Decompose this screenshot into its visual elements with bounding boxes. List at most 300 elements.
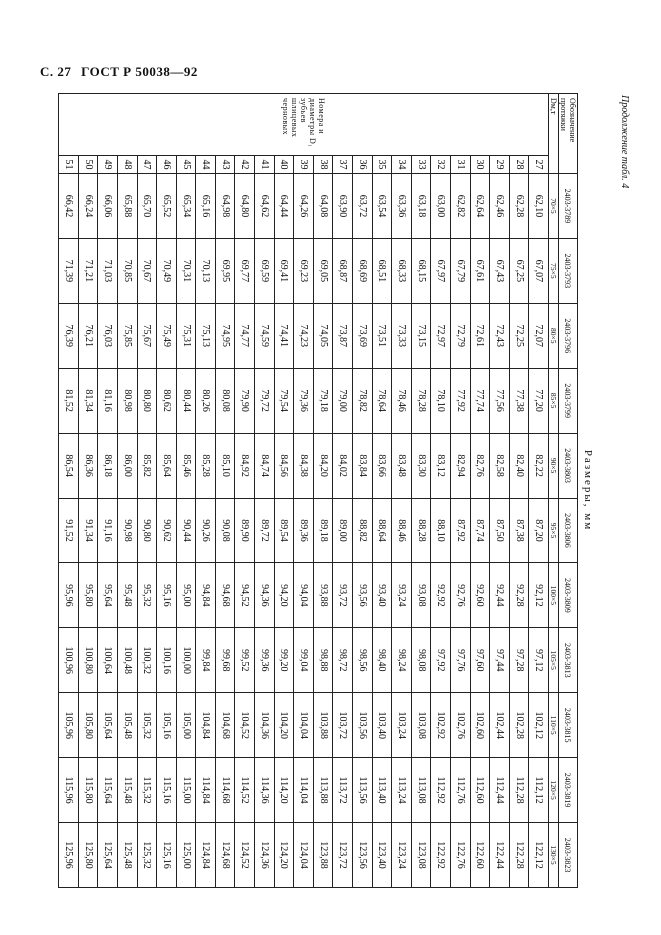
cell-value: 87,20: [529, 498, 549, 563]
cell-value: 62,28: [509, 174, 529, 239]
cell-value: 100,96: [59, 628, 79, 693]
cell-value: 99,52: [235, 628, 255, 693]
cell-value: 78,28: [411, 368, 431, 433]
cell-value: 124,68: [215, 823, 235, 888]
cell-value: 115,96: [59, 758, 79, 823]
cell-value: 74,77: [235, 303, 255, 368]
tool-code-2: 2403-3796: [559, 303, 578, 368]
tooth-number: 28: [509, 156, 529, 174]
cell-value: 122,12: [529, 823, 549, 888]
cell-value: 84,38: [294, 433, 314, 498]
cell-value: 105,16: [157, 693, 177, 758]
cell-value: 73,87: [333, 303, 353, 368]
tool-size-4: 90×5: [549, 433, 559, 498]
tooth-number: 31: [451, 156, 471, 174]
cell-value: 124,20: [274, 823, 294, 888]
tool-code-4: 2403-3803: [559, 433, 578, 498]
cell-value: 84,56: [274, 433, 294, 498]
cell-value: 84,02: [333, 433, 353, 498]
cell-value: 77,74: [470, 368, 490, 433]
cell-value: 83,48: [392, 433, 412, 498]
cell-value: 89,36: [294, 498, 314, 563]
cell-value: 70,49: [157, 238, 177, 303]
cell-value: 68,87: [333, 238, 353, 303]
cell-value: 89,00: [333, 498, 353, 563]
tooth-number: 42: [235, 156, 255, 174]
cell-value: 93,40: [372, 563, 392, 628]
cell-value: 74,41: [274, 303, 294, 368]
cell-value: 86,36: [78, 433, 98, 498]
cell-value: 123,72: [333, 823, 353, 888]
tooth-number: 36: [353, 156, 373, 174]
table-row: [215, 94, 235, 888]
cell-value: 76,03: [98, 303, 118, 368]
cell-value: 123,88: [313, 823, 333, 888]
tooth-number: 45: [176, 156, 196, 174]
tooth-number: 51: [59, 156, 79, 174]
cell-value: 70,67: [137, 238, 157, 303]
cell-value: 104,36: [255, 693, 275, 758]
cell-value: 62,46: [490, 174, 510, 239]
cell-value: 102,12: [529, 693, 549, 758]
cell-value: 104,68: [215, 693, 235, 758]
cell-value: 98,72: [333, 628, 353, 693]
cell-value: 62,10: [529, 174, 549, 239]
table-row: [78, 94, 98, 888]
cell-value: 93,24: [392, 563, 412, 628]
table-row: [137, 94, 157, 888]
tool-code-3: 2403-3799: [559, 368, 578, 433]
cell-value: 67,61: [470, 238, 490, 303]
cell-value: 72,25: [509, 303, 529, 368]
cell-value: 114,52: [235, 758, 255, 823]
cell-value: 98,40: [372, 628, 392, 693]
cell-value: 125,48: [117, 823, 137, 888]
cell-value: 84,20: [313, 433, 333, 498]
cell-value: 69,77: [235, 238, 255, 303]
cell-value: 122,44: [490, 823, 510, 888]
cell-value: 122,76: [451, 823, 471, 888]
tooth-number: 41: [255, 156, 275, 174]
cell-value: 72,97: [431, 303, 451, 368]
tool-code-10: 2403-3823: [559, 823, 578, 888]
tool-size-5: 95×5: [549, 498, 559, 563]
cell-value: 112,60: [470, 758, 490, 823]
tooth-number: 44: [196, 156, 216, 174]
cell-value: 62,64: [470, 174, 490, 239]
cell-value: 87,92: [451, 498, 471, 563]
cell-value: 90,98: [117, 498, 137, 563]
cell-value: 88,46: [392, 498, 412, 563]
cell-value: 114,36: [255, 758, 275, 823]
cell-value: 68,15: [411, 238, 431, 303]
cell-value: 93,56: [353, 563, 373, 628]
label-chernovye: черновых: [281, 98, 290, 136]
cell-value: 82,58: [490, 433, 510, 498]
cell-value: 92,44: [490, 563, 510, 628]
table-row: [117, 94, 137, 888]
cell-value: 65,16: [196, 174, 216, 239]
tooth-number: 47: [137, 156, 157, 174]
cell-value: 78,82: [353, 368, 373, 433]
tooth-number: 34: [392, 156, 412, 174]
cell-value: 67,79: [451, 238, 471, 303]
cell-value: 72,61: [470, 303, 490, 368]
cell-value: 85,46: [176, 433, 196, 498]
cell-value: 95,32: [137, 563, 157, 628]
cell-value: 64,44: [274, 174, 294, 239]
cell-value: 84,92: [235, 433, 255, 498]
cell-value: 68,33: [392, 238, 412, 303]
cell-value: 95,64: [98, 563, 118, 628]
cell-value: 79,72: [255, 368, 275, 433]
cell-value: 81,52: [59, 368, 79, 433]
cell-value: 63,90: [333, 174, 353, 239]
cell-value: 124,04: [294, 823, 314, 888]
cell-value: 65,70: [137, 174, 157, 239]
cell-value: 99,36: [255, 628, 275, 693]
row-group-label: [59, 94, 549, 156]
cell-value: 113,56: [353, 758, 373, 823]
cell-value: 105,00: [176, 693, 196, 758]
cell-value: 90,80: [137, 498, 157, 563]
cell-value: 99,84: [196, 628, 216, 693]
cell-value: 95,96: [59, 563, 79, 628]
cell-value: 73,15: [411, 303, 431, 368]
cell-value: 102,76: [451, 693, 471, 758]
cell-value: 93,08: [411, 563, 431, 628]
cell-value: 105,48: [117, 693, 137, 758]
cell-value: 97,76: [451, 628, 471, 693]
cell-value: 64,08: [313, 174, 333, 239]
cell-value: 63,54: [372, 174, 392, 239]
cell-value: 89,90: [235, 498, 255, 563]
cell-value: 74,23: [294, 303, 314, 368]
cell-value: 100,64: [98, 628, 118, 693]
cell-value: 124,52: [235, 823, 255, 888]
cell-value: 92,12: [529, 563, 549, 628]
cell-value: 78,64: [372, 368, 392, 433]
cell-value: 105,80: [78, 693, 98, 758]
cell-value: 98,88: [313, 628, 333, 693]
cell-value: 69,23: [294, 238, 314, 303]
cell-value: 91,16: [98, 498, 118, 563]
cell-value: 94,36: [255, 563, 275, 628]
cell-value: 100,00: [176, 628, 196, 693]
cell-value: 113,72: [333, 758, 353, 823]
cell-value: 63,18: [411, 174, 431, 239]
tooth-number: 40: [274, 156, 294, 174]
cell-value: 81,34: [78, 368, 98, 433]
cell-value: 113,08: [411, 758, 431, 823]
cell-value: 89,54: [274, 498, 294, 563]
cell-value: 112,28: [509, 758, 529, 823]
cell-value: 124,84: [196, 823, 216, 888]
cell-value: 75,31: [176, 303, 196, 368]
tooth-number: 49: [98, 156, 118, 174]
cell-value: 66,42: [59, 174, 79, 239]
cell-value: 112,76: [451, 758, 471, 823]
tool-code-6: 2403-3809: [559, 563, 578, 628]
cell-value: 125,32: [137, 823, 157, 888]
cell-value: 102,44: [490, 693, 510, 758]
tool-size-10: 130×5: [549, 823, 559, 888]
page-header: [40, 64, 204, 80]
rotated-table-wrapper: [58, 93, 594, 888]
tooth-number: 33: [411, 156, 431, 174]
table-row: [157, 94, 177, 888]
cell-value: 114,68: [215, 758, 235, 823]
cell-value: 89,18: [313, 498, 333, 563]
tool-code-9: 2403-3819: [559, 758, 578, 823]
cell-value: 103,88: [313, 693, 333, 758]
cell-value: 115,00: [176, 758, 196, 823]
table-row: [313, 94, 333, 888]
table-row: [59, 94, 79, 888]
table-row: [353, 94, 373, 888]
cell-value: 71,39: [59, 238, 79, 303]
cell-value: 75,85: [117, 303, 137, 368]
cell-value: 123,40: [372, 823, 392, 888]
table-row: [529, 94, 549, 888]
cell-value: 63,36: [392, 174, 412, 239]
cell-value: 72,07: [529, 303, 549, 368]
cell-value: 99,20: [274, 628, 294, 693]
cell-value: 65,88: [117, 174, 137, 239]
cell-value: 83,84: [353, 433, 373, 498]
cell-value: 112,92: [431, 758, 451, 823]
tooth-number: 37: [333, 156, 353, 174]
cell-value: 98,08: [411, 628, 431, 693]
table-row: [294, 94, 314, 888]
cell-value: 62,82: [451, 174, 471, 239]
cell-value: 102,28: [509, 693, 529, 758]
cell-value: 85,82: [137, 433, 157, 498]
cell-value: 115,32: [137, 758, 157, 823]
cell-value: 103,40: [372, 693, 392, 758]
cell-value: 97,60: [470, 628, 490, 693]
cell-value: 105,64: [98, 693, 118, 758]
cell-value: 88,82: [353, 498, 373, 563]
cell-value: 97,44: [490, 628, 510, 693]
table-row: [411, 94, 431, 888]
cell-value: 93,72: [333, 563, 353, 628]
cell-value: 123,08: [411, 823, 431, 888]
cell-value: 93,88: [313, 563, 333, 628]
cell-value: 86,00: [117, 433, 137, 498]
table-row: [451, 94, 471, 888]
cell-value: 87,38: [509, 498, 529, 563]
cell-value: 72,79: [451, 303, 471, 368]
cell-value: 125,00: [176, 823, 196, 888]
cell-value: 95,80: [78, 563, 98, 628]
table-row: [333, 94, 353, 888]
cell-value: 124,36: [255, 823, 275, 888]
cell-value: 103,24: [392, 693, 412, 758]
cell-value: 94,52: [235, 563, 255, 628]
cell-value: 105,32: [137, 693, 157, 758]
cell-value: 97,12: [529, 628, 549, 693]
cell-value: 94,68: [215, 563, 235, 628]
cell-value: 98,24: [392, 628, 412, 693]
cell-value: 88,28: [411, 498, 431, 563]
header-row-codes: [559, 94, 578, 888]
cell-value: 87,50: [490, 498, 510, 563]
cell-value: 85,10: [215, 433, 235, 498]
tool-code-8: 2403-3815: [559, 693, 578, 758]
cell-value: 76,21: [78, 303, 98, 368]
cell-value: 78,46: [392, 368, 412, 433]
tool-code-5: 2403-3806: [559, 498, 578, 563]
cell-value: 99,04: [294, 628, 314, 693]
cell-value: 67,07: [529, 238, 549, 303]
table-row: [372, 94, 392, 888]
cell-value: 125,96: [59, 823, 79, 888]
cell-value: 80,62: [157, 368, 177, 433]
header-row-sizes: [549, 94, 559, 888]
caption-text: Продолжение табл. 4: [619, 95, 630, 189]
cell-value: 71,21: [78, 238, 98, 303]
cell-value: 79,90: [235, 368, 255, 433]
cell-value: 74,95: [215, 303, 235, 368]
tool-size-6: 100×5: [549, 563, 559, 628]
cell-value: 112,12: [529, 758, 549, 823]
cell-value: 75,49: [157, 303, 177, 368]
cell-value: 82,94: [451, 433, 471, 498]
cell-value: 83,12: [431, 433, 451, 498]
cell-value: 113,24: [392, 758, 412, 823]
cell-value: 78,10: [431, 368, 451, 433]
cell-value: 85,28: [196, 433, 216, 498]
cell-value: 81,16: [98, 368, 118, 433]
cell-value: 71,03: [98, 238, 118, 303]
cell-value: 104,04: [294, 693, 314, 758]
table-row: [98, 94, 118, 888]
cell-value: 104,20: [274, 693, 294, 758]
dimensions-table: [58, 93, 578, 888]
tooth-number: 27: [529, 156, 549, 174]
table-row: [470, 94, 490, 888]
cell-value: 65,34: [176, 174, 196, 239]
cell-value: 77,38: [509, 368, 529, 433]
cell-value: 97,28: [509, 628, 529, 693]
cell-value: 74,05: [313, 303, 333, 368]
cell-value: 77,20: [529, 368, 549, 433]
cell-value: 97,92: [431, 628, 451, 693]
cell-value: 125,64: [98, 823, 118, 888]
cell-value: 105,96: [59, 693, 79, 758]
table-row: [392, 94, 412, 888]
tool-size-2: 80×5: [549, 303, 559, 368]
cell-value: 67,25: [509, 238, 529, 303]
tooth-number: 38: [313, 156, 333, 174]
table-row: [235, 94, 255, 888]
cell-value: 74,59: [255, 303, 275, 368]
cell-value: 92,28: [509, 563, 529, 628]
tool-code-7: 2403-3813: [559, 628, 578, 693]
cell-value: 122,92: [431, 823, 451, 888]
cell-value: 104,84: [196, 693, 216, 758]
tooth-number: 35: [372, 156, 392, 174]
cell-value: 80,44: [176, 368, 196, 433]
cell-value: 73,69: [353, 303, 373, 368]
cell-value: 90,62: [157, 498, 177, 563]
cell-value: 100,80: [78, 628, 98, 693]
cell-value: 115,64: [98, 758, 118, 823]
cell-value: 63,00: [431, 174, 451, 239]
cell-value: 83,30: [411, 433, 431, 498]
cell-value: 104,52: [235, 693, 255, 758]
tooth-number: 48: [117, 156, 137, 174]
cell-value: 80,08: [215, 368, 235, 433]
tool-size-8: 110×5: [549, 693, 559, 758]
cell-value: 66,24: [78, 174, 98, 239]
cell-value: 90,08: [215, 498, 235, 563]
cell-value: 69,59: [255, 238, 275, 303]
cell-value: 125,16: [157, 823, 177, 888]
cell-value: 89,72: [255, 498, 275, 563]
cell-value: 90,26: [196, 498, 216, 563]
cell-value: 98,56: [353, 628, 373, 693]
cell-value: 100,16: [157, 628, 177, 693]
table-row: [509, 94, 529, 888]
cell-value: 67,97: [431, 238, 451, 303]
cell-value: 82,40: [509, 433, 529, 498]
cell-value: 90,44: [176, 498, 196, 563]
cell-value: 115,16: [157, 758, 177, 823]
cell-value: 94,84: [196, 563, 216, 628]
cell-value: 82,76: [470, 433, 490, 498]
cell-value: 113,40: [372, 758, 392, 823]
standard-code: ГОСТ Р 50038—92: [81, 64, 198, 79]
cell-value: 102,92: [431, 693, 451, 758]
label-group: Номера и диаметры D₁ зубьев: [299, 98, 326, 148]
cell-value: 94,04: [294, 563, 314, 628]
cell-value: 112,44: [490, 758, 510, 823]
cell-value: 123,24: [392, 823, 412, 888]
cell-value: 103,72: [333, 693, 353, 758]
tooth-number: 30: [470, 156, 490, 174]
cell-value: 115,48: [117, 758, 137, 823]
cell-value: 69,41: [274, 238, 294, 303]
cell-value: 86,18: [98, 433, 118, 498]
tool-code-1: 2403-3793: [559, 238, 578, 303]
cell-value: 84,74: [255, 433, 275, 498]
cell-value: 64,80: [235, 174, 255, 239]
cell-value: 91,52: [59, 498, 79, 563]
cell-value: 80,98: [117, 368, 137, 433]
cell-value: 113,88: [313, 758, 333, 823]
cell-value: 69,95: [215, 238, 235, 303]
cell-value: 64,62: [255, 174, 275, 239]
table-row: [255, 94, 275, 888]
cell-value: 70,85: [117, 238, 137, 303]
table-row: [274, 94, 294, 888]
cell-value: 79,18: [313, 368, 333, 433]
cell-value: 99,68: [215, 628, 235, 693]
cell-value: 94,20: [274, 563, 294, 628]
table-row: [431, 94, 451, 888]
cell-value: 102,60: [470, 693, 490, 758]
cell-value: 95,16: [157, 563, 177, 628]
cell-value: 95,48: [117, 563, 137, 628]
cell-value: 79,00: [333, 368, 353, 433]
cell-value: 75,67: [137, 303, 157, 368]
cell-value: 63,72: [353, 174, 373, 239]
cell-value: 79,36: [294, 368, 314, 433]
tooth-number: 50: [78, 156, 98, 174]
page-number: С. 27: [40, 64, 72, 79]
